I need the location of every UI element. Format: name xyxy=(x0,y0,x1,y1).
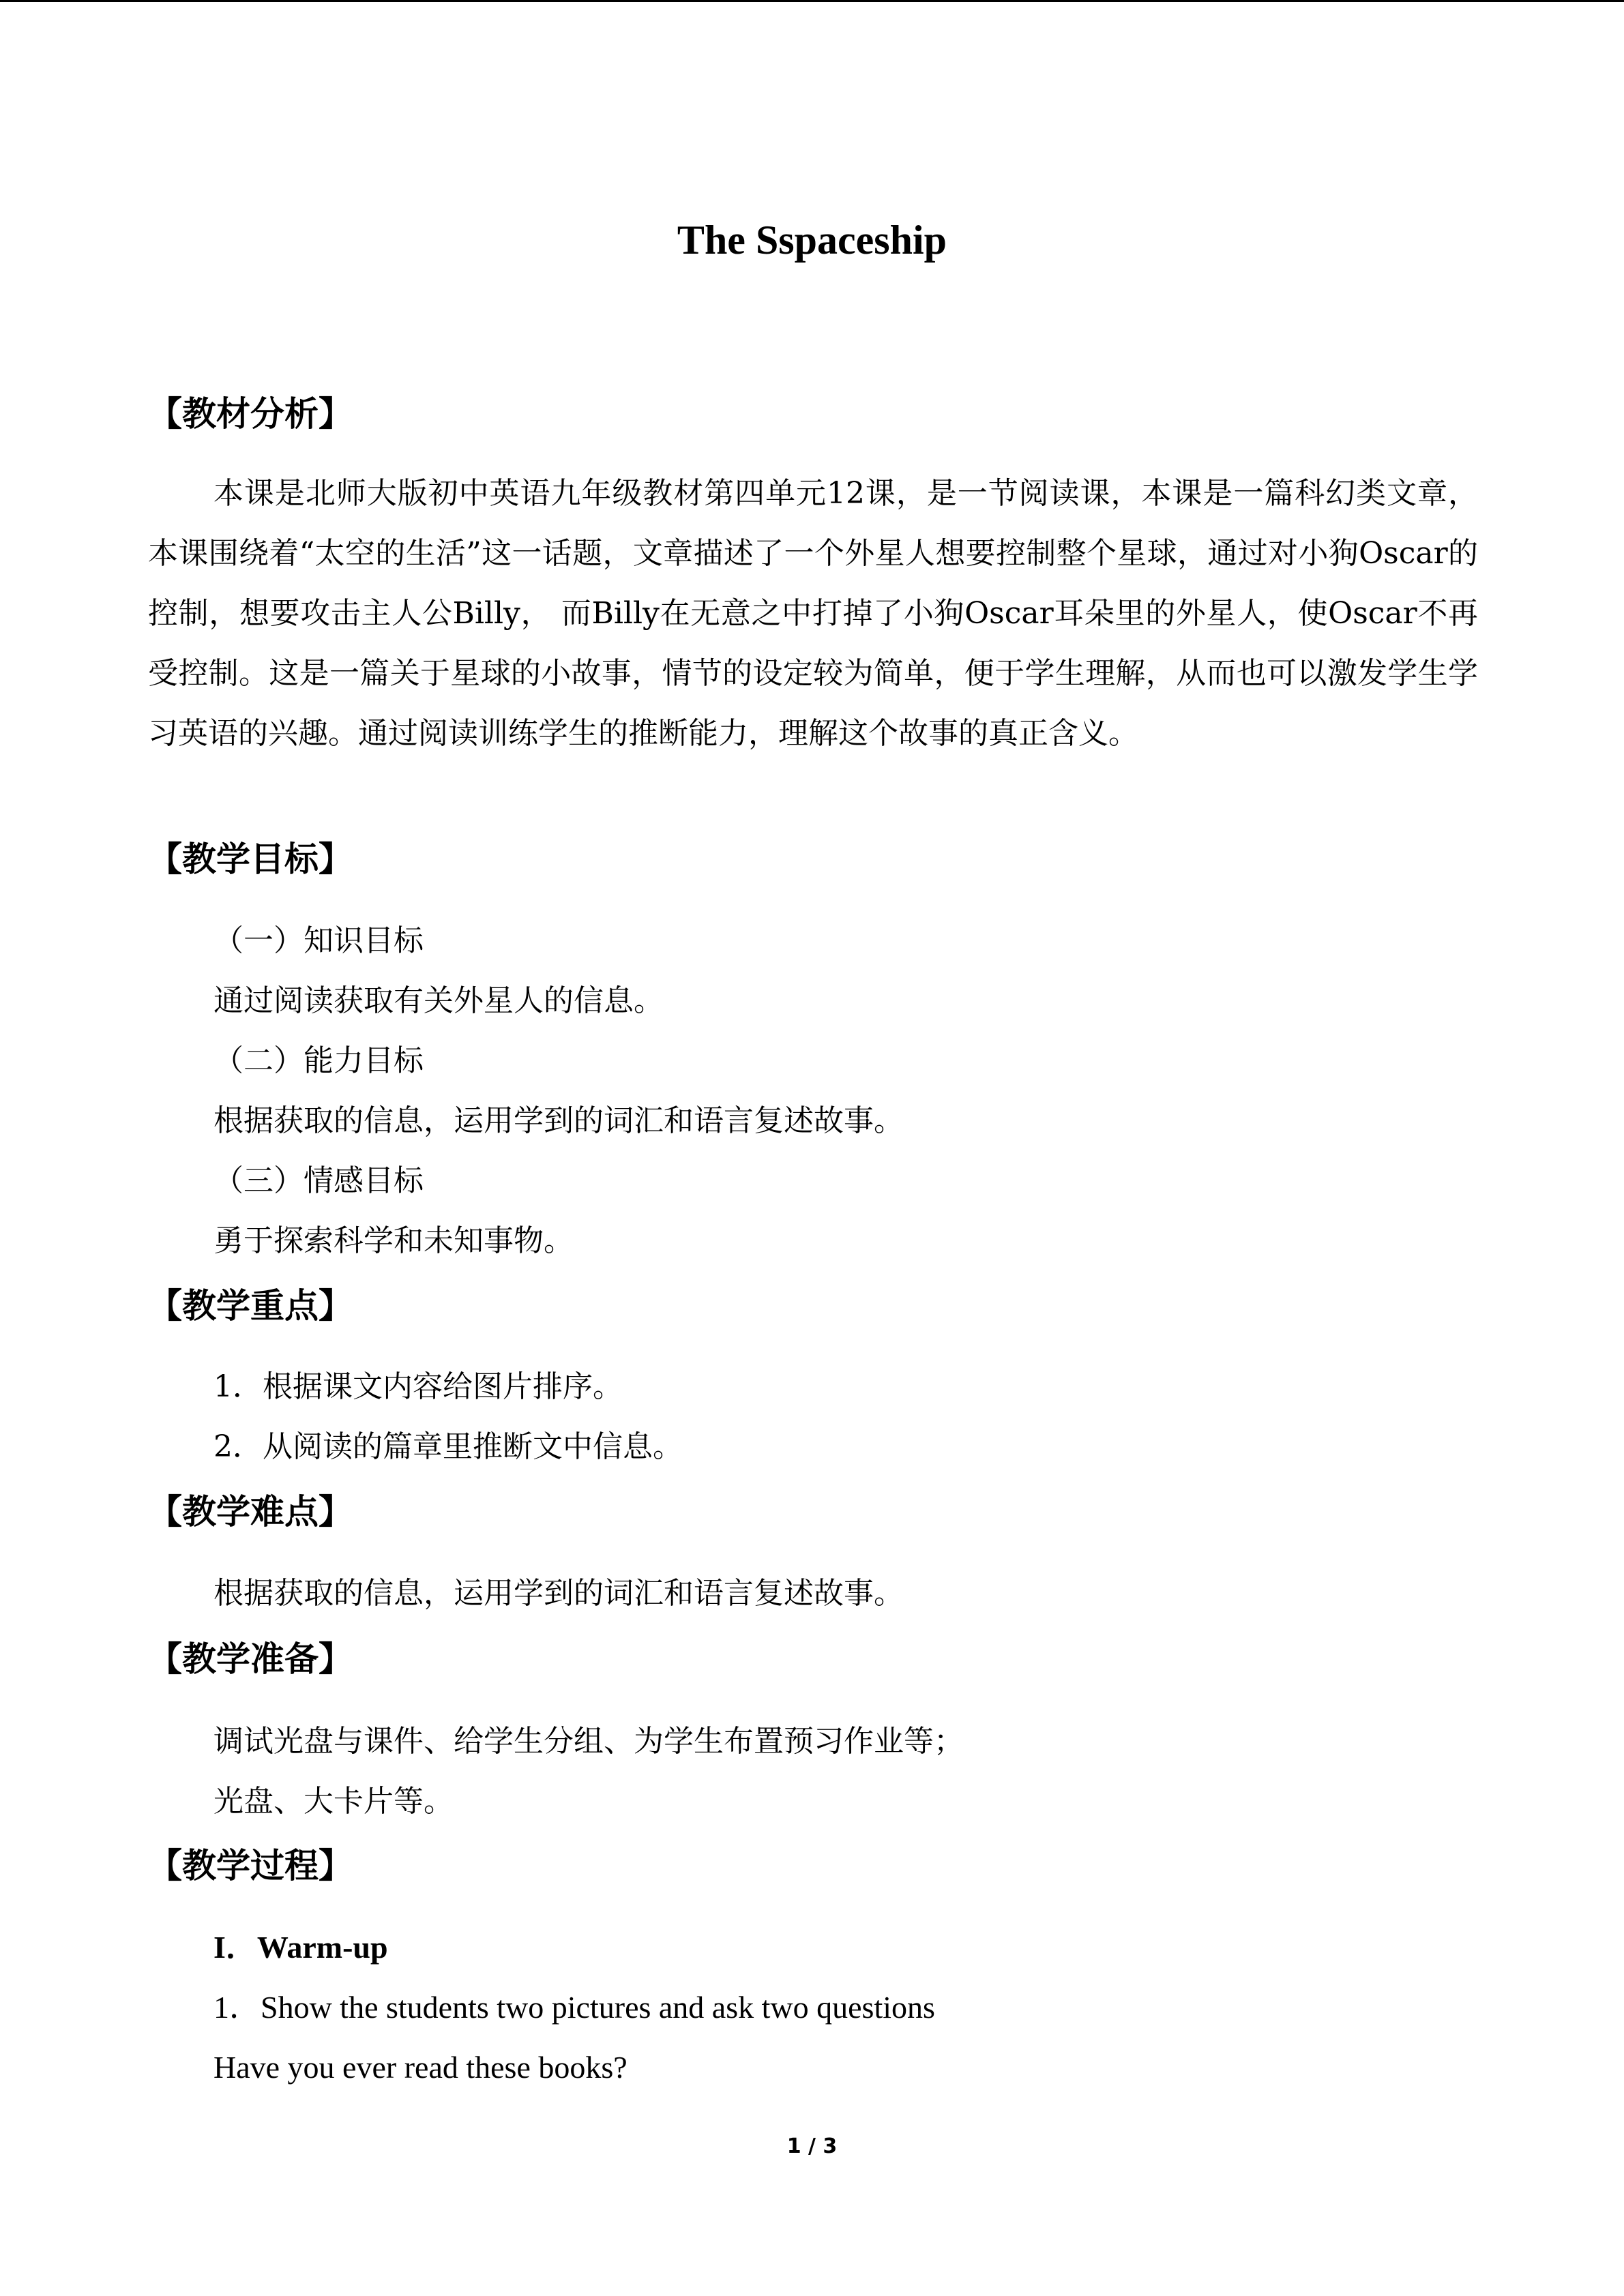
preparation-item: 调试光盘与课件、给学生分组、为学生布置预习作业等； xyxy=(213,1724,964,1759)
page-top-border xyxy=(0,0,1624,2)
objective-ability-label: （二）能力目标 xyxy=(213,1043,424,1078)
objective-emotion-text: 勇于探索科学和未知事物。 xyxy=(213,1223,574,1258)
objective-knowledge-label: （一）知识目标 xyxy=(213,923,424,958)
section-heading-process: 【教学过程】 xyxy=(148,1846,353,1885)
analysis-paragraph: 本课是北师大版初中英语九年级教材第四单元12课，是一节阅读课，本课是一篇科幻类文章，本课围绕着“太空的生活”这一话题，文章描述了一个外星人想要控制整个星球，通过对小狗Oscar的控制，想要攻击主人公Billy， 而Billy在无意之中打掉了小狗Oscar耳朵里的外星人，使Oscar不再受控制。这是一篇关于星球的小故事，情节的设定较为简单，便于学生理解，从而也可以激发学生学习英语的兴趣。通过阅读训练学生的推断能力，理解这个故事的真正含义。 xyxy=(148,476,1478,751)
key-point-item: 1．根据课文内容给图片排序。 xyxy=(213,1369,623,1404)
section-heading-analysis: 【教材分析】 xyxy=(148,394,353,434)
section-heading-objectives: 【教学目标】 xyxy=(148,839,353,879)
section-heading-preparation: 【教学准备】 xyxy=(148,1639,353,1679)
key-point-item: 2．从阅读的篇章里推断文中信息。 xyxy=(213,1429,683,1464)
process-item: Have you ever read these books? xyxy=(213,2050,628,2085)
difficulty-item: 根据获取的信息，运用学到的词汇和语言复述故事。 xyxy=(213,1576,904,1611)
objective-emotion-label: （三）情感目标 xyxy=(213,1163,424,1198)
preparation-item: 光盘、大卡片等。 xyxy=(213,1784,454,1819)
objective-knowledge-text: 通过阅读获取有关外星人的信息。 xyxy=(213,983,664,1018)
process-warmup-subheading: I．Warm-up xyxy=(213,1930,388,1965)
document-title: The Sspaceship xyxy=(677,218,947,263)
section-heading-difficulties: 【教学难点】 xyxy=(148,1492,353,1532)
objective-ability-text: 根据获取的信息，运用学到的词汇和语言复述故事。 xyxy=(213,1103,904,1138)
section-heading-key-points: 【教学重点】 xyxy=(148,1286,353,1326)
page-number: 1 / 3 xyxy=(786,2134,838,2158)
process-item: 1．Show the students two pictures and ask two questions xyxy=(213,1990,935,2025)
